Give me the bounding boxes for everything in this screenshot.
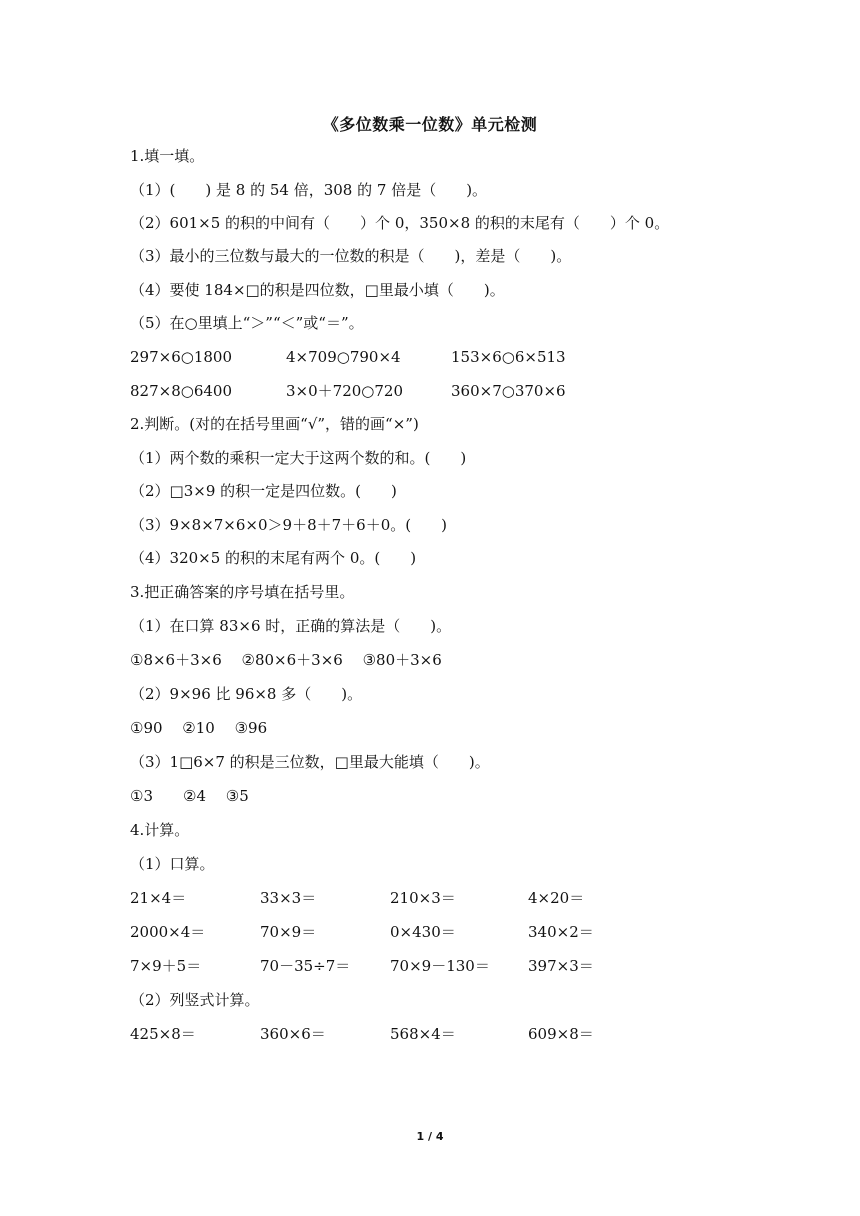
section-1-heading: 1.填一填。: [130, 147, 205, 165]
s1-question-1: （1）( ) 是 8 的 54 倍，308 的 7 倍是（ )。: [130, 181, 488, 199]
s2-question-2: （2）□3×9 的积一定是四位数。( ): [130, 482, 397, 500]
calc-item: 70－35÷7＝: [260, 957, 351, 975]
compare-item: 4×709○790×4: [286, 348, 401, 366]
section-2-heading: 2.判断。(对的在括号里画“√”，错的画“×”): [130, 415, 419, 433]
calc-item: 609×8＝: [528, 1025, 594, 1043]
compare-item: 360×7○370×6: [451, 382, 566, 400]
s4-subheading-oral: （1）口算。: [130, 855, 215, 873]
s1-question-2: （2）601×5 的积的中间有（ ）个 0，350×8 的积的末尾有（ ）个 0。: [130, 214, 670, 232]
calc-item: 21×4＝: [130, 889, 187, 907]
calc-item: 340×2＝: [528, 923, 594, 941]
calc-item: 568×4＝: [390, 1025, 456, 1043]
calc-item: 33×3＝: [260, 889, 317, 907]
calc-item: 7×9＋5＝: [130, 957, 202, 975]
calc-item: 360×6＝: [260, 1025, 326, 1043]
s3-question-2-options: ①90 ②10 ③96: [130, 719, 268, 737]
s1-question-4: （4）要使 184×□的积是四位数，□里最小填（ )。: [130, 281, 505, 299]
s3-question-1-options: ①8×6＋3×6 ②80×6＋3×6 ③80＋3×6: [130, 651, 442, 669]
compare-item: 153×6○6×513: [451, 348, 566, 366]
calc-item: 70×9－130＝: [390, 957, 490, 975]
page-number: 1 / 4: [416, 1130, 444, 1143]
compare-item: 3×0＋720○720: [286, 382, 404, 400]
calc-item: 425×8＝: [130, 1025, 196, 1043]
calc-item: 0×430＝: [390, 923, 456, 941]
s2-question-1: （1）两个数的乘积一定大于这两个数的和。( ): [130, 449, 467, 467]
page-title: 《多位数乘一位数》单元检测: [322, 115, 538, 134]
compare-item: 297×6○1800: [130, 348, 233, 366]
compare-item: 827×8○6400: [130, 382, 233, 400]
s3-question-2: （2）9×96 比 96×8 多（ )。: [130, 685, 363, 703]
calc-item: 2000×4＝: [130, 923, 206, 941]
s3-question-3: （3）1□6×7 的积是三位数，□里最大能填（ )。: [130, 753, 490, 771]
s3-question-3-options: ①3 ②4 ③5: [130, 787, 249, 805]
s2-question-3: （3）9×8×7×6×0＞9＋8＋7＋6＋0。( ): [130, 516, 447, 534]
calc-item: 4×20＝: [528, 889, 585, 907]
s3-question-1: （1）在口算 83×6 时，正确的算法是（ )。: [130, 617, 452, 635]
s4-subheading-vertical: （2）列竖式计算。: [130, 991, 260, 1009]
s1-question-3: （3）最小的三位数与最大的一位数的积是（ )，差是（ )。: [130, 247, 572, 265]
section-3-heading: 3.把正确答案的序号填在括号里。: [130, 583, 355, 601]
s2-question-4: （4）320×5 的积的末尾有两个 0。( ): [130, 549, 417, 567]
s1-question-5: （5）在○里填上“＞”“＜”或“＝”。: [130, 314, 364, 332]
calc-item: 70×9＝: [260, 923, 317, 941]
calc-item: 397×3＝: [528, 957, 594, 975]
section-4-heading: 4.计算。: [130, 821, 190, 839]
calc-item: 210×3＝: [390, 889, 456, 907]
